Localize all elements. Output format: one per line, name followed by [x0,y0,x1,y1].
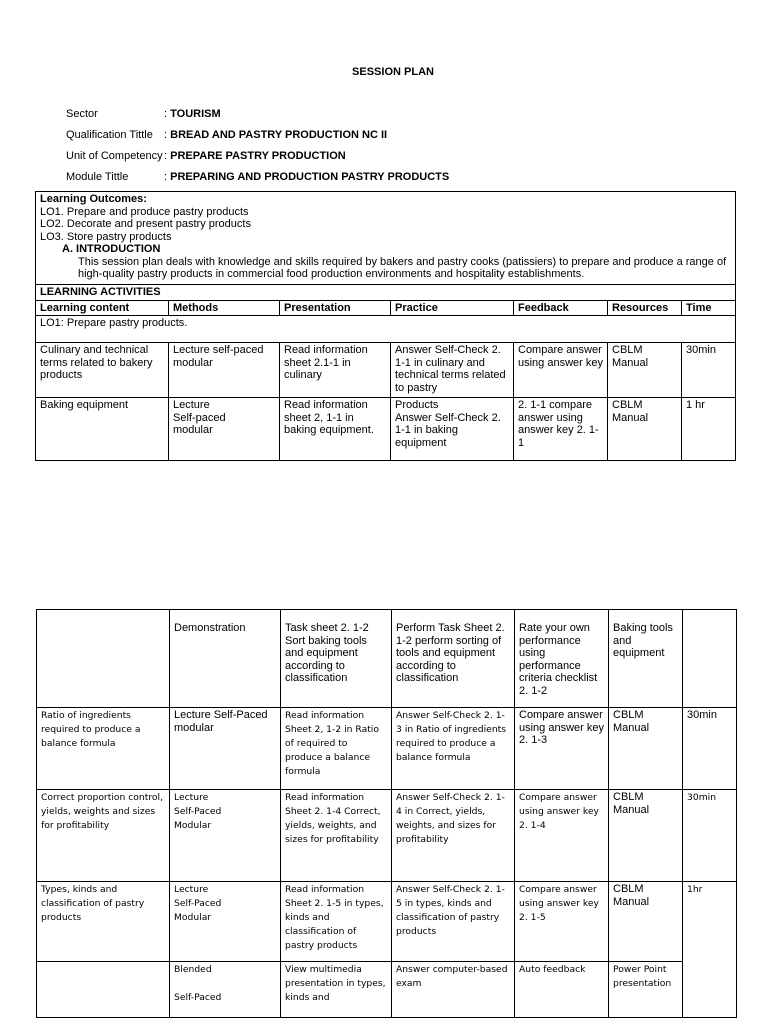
meta-qualification: Qualification Tittle : BREAD AND PASTRY PRODUCTION NC II [66,129,388,141]
meta-sector: Sector : TOURISM [66,108,221,120]
page-title: SESSION PLAN [352,66,434,78]
learning-outcomes: Learning Outcomes: LO1. Prepare and produce pastry products LO2. Decorate and present pastry products LO3. Store pastry products [36,192,736,244]
table-row: Types, kinds and classification of pastry products Lecture Self-Paced Modular Read information Sheet 2. 1-5 in types, kinds and classification of pastry products Answer Self-Check 2. 1-5 in types, kinds and classification of pastry products Compare answer using answer key 2. 1-5 CBLM Manual 1hr [37,882,737,962]
session-table-page1 [35,191,736,461]
table-row: Correct proportion control, yields, weights and sizes for profitability Lecture Self-Paced Modular Read information Sheet 2. 1-4 Correct, yields, weights, and sizes for profitability Answer Self-Check 2. 1-4 in Correct, yields, weights, and sizes for profitability Compare answer using answer key 2. 1-4 CBLM Manual 30min [37,790,737,882]
table-row: Ratio of ingredients required to produce a balance formula Lecture Self-Paced modular Read information Sheet 2, 1-2 in Ratio of required to produce a balance formula Answer Self-Check 2. 1-3 in Ratio of ingredients required to produce a balance formula Compare answer using answer key 2. 1-3 CBLM Manual 30min [37,708,737,790]
meta-unit: Unit of Competency: PREPARE PASTRY PRODUCTION [66,150,346,162]
learning-activities-heading: LEARNING ACTIVITIES [36,285,736,301]
meta-module: Module Tittle : PREPARING AND PRODUCTION PASTRY PRODUCTS [66,171,450,183]
table-row: Baking equipment Lecture Self-paced modular Read information sheet 2, 1-1 in baking equipment. Products Answer Self-Check 2. 1-1 in baking equipment 2. 1-1 compare answer using answer key 2. 1-1 CBLM Manual 1 hr [36,398,736,461]
table-header: Learning content Methods Presentation Practice Feedback Resources Time [36,300,736,316]
introduction: A. INTRODUCTION This session plan deals with knowledge and skills required by bakers and pastry cooks (patissiers) to prepare and produce a range of high-quality pastry products in commercial food production environments and hospitality establishments. [36,243,736,285]
session-table-page2 [36,609,737,1018]
lo1-row: LO1: Prepare pastry products. [36,316,736,343]
table-row: Demonstration Task sheet 2. 1-2 Sort baking tools and equipment according to classification Perform Task Sheet 2. 1-2 perform sorting of tools and equipment according to classification Rate your own performance using performance criteria checklist 2. 1-2 Baking tools and equipment [37,610,737,708]
table-row: Blended Self-Paced View multimedia presentation in types, kinds and Answer computer-based exam Auto feedback Power Point presentation [37,962,737,1018]
table-row: Culinary and technical terms related to bakery products Lecture self-paced modular Read information sheet 2.1-1 in culinary Answer Self-Check 2. 1-1 in culinary and technical terms related to pastry Compare answer using answer key CBLM Manual 30min [36,343,736,398]
